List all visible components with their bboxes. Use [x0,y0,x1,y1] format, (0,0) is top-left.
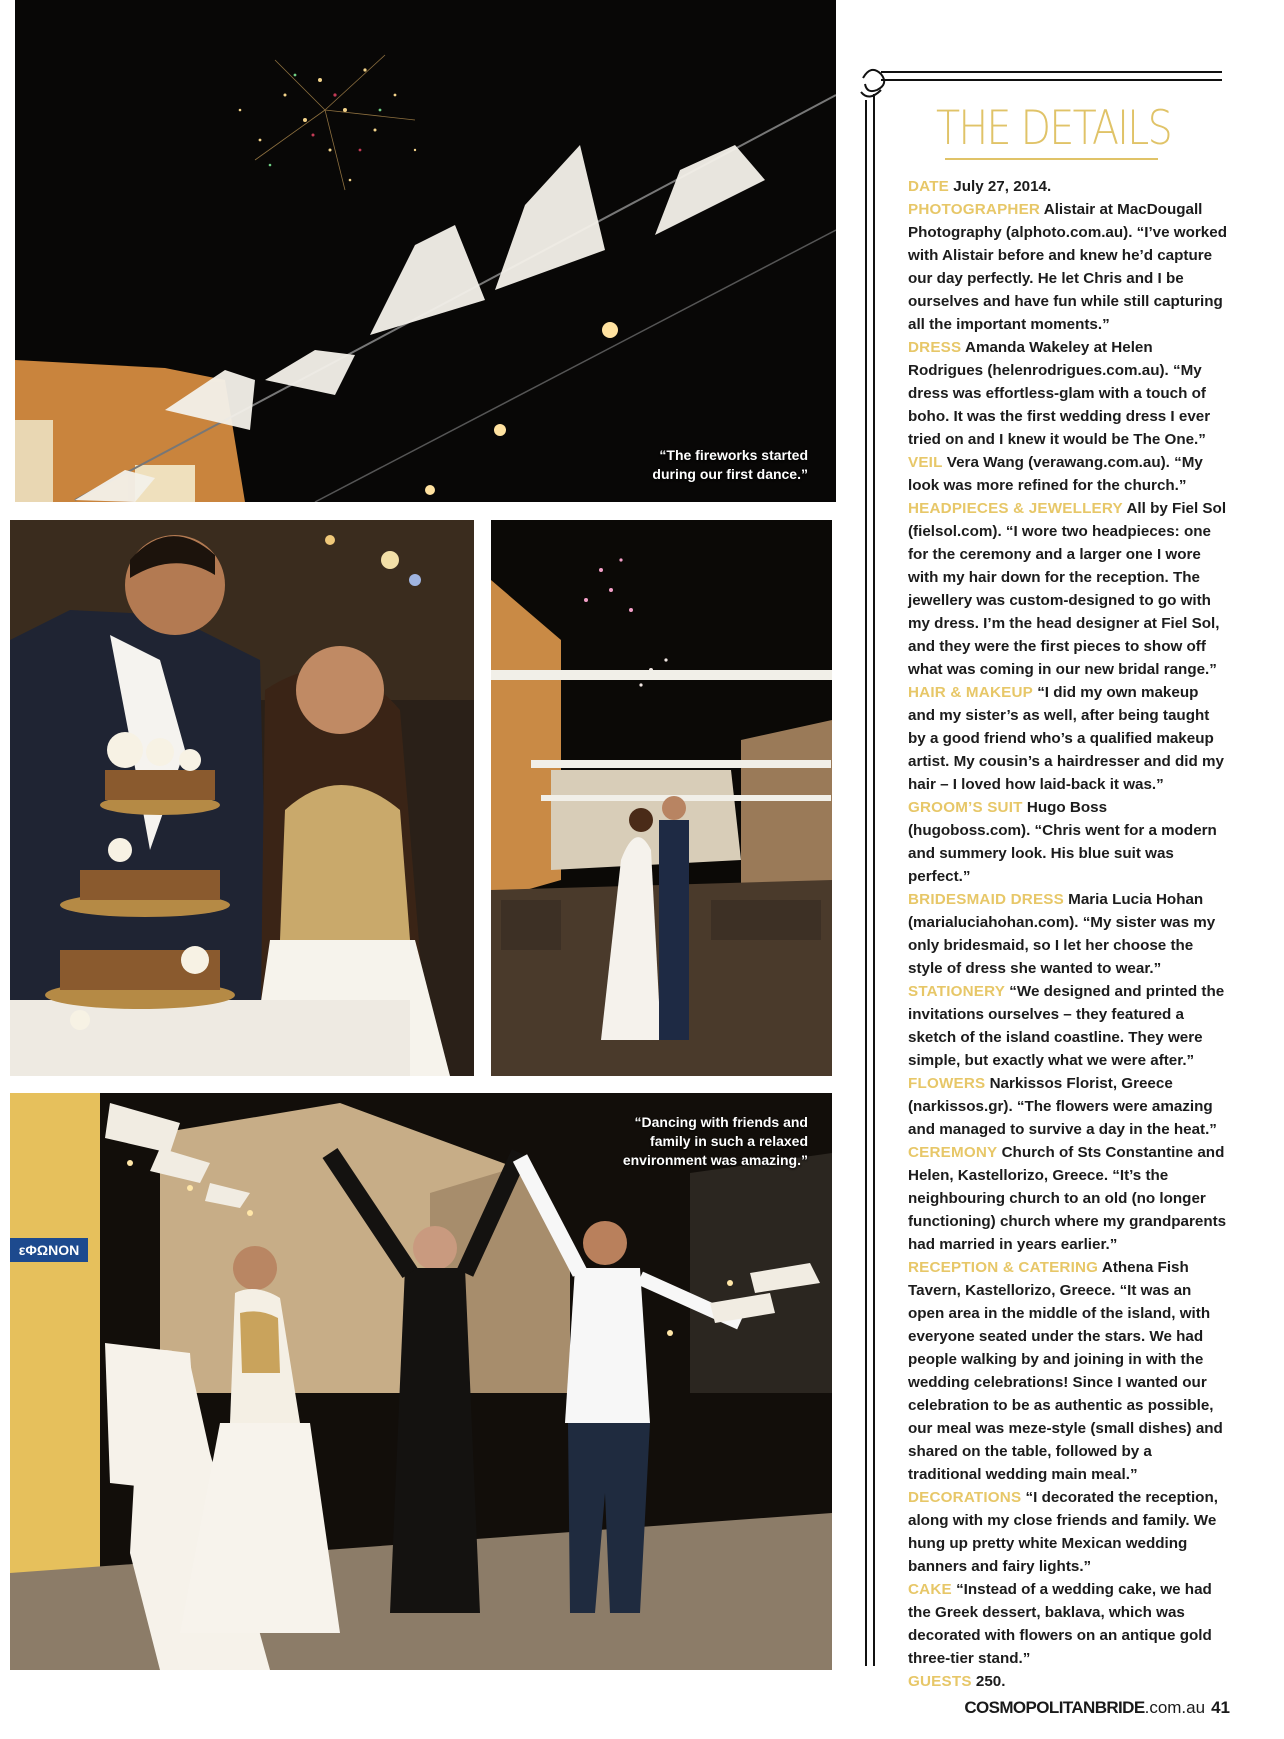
details-entry-photographer [908,198,1228,336]
dancing-caption-line-3: environment was amazing.” [622,1152,808,1168]
dancing-caption-line-2: family in such a relaxed [650,1133,808,1149]
details-value: 250. [975,1673,1006,1690]
page-number: 41 [1211,1698,1230,1717]
details-value: “We designed and printed the invitations ourselves – they featured a sketch of the island coastline. They were simple, but exactly what we were after.” [908,983,1225,1069]
dancing-caption [560,1113,808,1170]
details-label: FLOWERS [908,1075,986,1092]
details-value: Alistair at MacDougall Photography (alphoto.com.au). “I’ve worked with Alistair before and knew he’d capture our day perfectly. He let Chris and I be ourselves and have fun while still capturing all the important moments.” [908,201,1227,333]
footer-domain: .com.au [1144,1698,1206,1717]
details-entry-stationery [908,980,1228,1072]
details-label: HEADPIECES & JEWELLERY [908,500,1123,517]
details-value: Amanda Wakeley at Helen Rodrigues (helenrodrigues.com.au). “My dress was effortless-glam with a touch of boho. It was the first wedding dress I ever tried on and I knew it would be The One.” [908,339,1211,448]
details-label: CEREMONY [908,1144,998,1161]
details-label: BRIDESMAID DRESS [908,891,1064,908]
fireworks-caption [560,446,808,484]
fireworks-caption-line-1: “The fireworks started [659,447,808,463]
details-value: Athena Fish Tavern, Kastellorizo, Greece. “It was an open area in the middle of the island, with everyone seated under the stars. We had people walking by and joining in with the wedding celebrations! Since I wanted our celebration to be as authentic as possible, our meal was meze-style (small dishes) and shared on the table, followed by a traditional wedding main meal.” [908,1259,1223,1483]
first-dance-photo [491,520,832,1076]
title-underline [945,158,1158,160]
details-entry-guests [908,1670,1228,1693]
details-value: Church of Sts Constantine and Helen, Kastellorizo, Greece. “It’s the neighbouring church to an old (no longer functioning) church where my grandparents had married in years earlier.” [908,1144,1227,1253]
details-title: THE DETAILS [936,101,1171,156]
details-label: GROOM’S SUIT [908,799,1023,816]
details-value: “I did my own makeup and my sister’s as well, after being taught by a good friend who’s a qualified makeup artist. My cousin’s a hairdresser and did my hair – I loved how laid-back it was.” [908,684,1224,793]
footer-brand: COSMOPOLITANBRIDE [964,1698,1145,1717]
page-footer [964,1698,1230,1718]
details-label: DRESS [908,339,962,356]
details-entry-cake [908,1578,1228,1670]
details-entry-reception [908,1256,1228,1486]
details-label: RECEPTION & CATERING [908,1259,1099,1276]
dancing-caption-line-1: “Dancing with friends and [634,1114,808,1130]
details-value: July 27, 2014. [953,178,1052,195]
details-value: Hugo Boss (hugoboss.com). “Chris went for a modern and summery look. His blue suit was perfect.” [908,799,1217,885]
details-value: Narkissos Florist, Greece (narkissos.gr). “The flowers were amazing and managed to survive a day in the heat.” [908,1075,1217,1138]
details-entry-dress [908,336,1228,451]
details-value: Maria Lucia Hohan (marialuciahohan.com). “My sister was my only bridesmaid, so I let her choose the style of dress she wanted to wear.” [908,891,1216,977]
details-entry-date [908,175,1228,198]
scroll-ornament-icon [861,70,884,97]
details-value: Vera Wang (verawang.com.au). “My look was more refined for the church.” [908,454,1203,494]
shop-sign: εΦΩΝΟΝ [18,1242,80,1258]
details-entry-decorations [908,1486,1228,1578]
details-value: “Instead of a wedding cake, we had the Greek dessert, baklava, which was decorated with flowers on an antique gold three-tier stand.” [908,1581,1212,1667]
details-label: DECORATIONS [908,1489,1022,1506]
details-label: STATIONERY [908,983,1006,1000]
details-label: HAIR & MAKEUP [908,684,1033,701]
group-dancing-photo [10,1093,832,1670]
details-entry-flowers [908,1072,1228,1141]
details-label: PHOTOGRAPHER [908,201,1041,218]
details-list [908,175,1228,1693]
cake-cutting-photo [10,520,474,1076]
fireworks-photo [15,0,836,502]
details-entry-veil [908,451,1228,497]
details-label: VEIL [908,454,943,471]
details-entry-hair-makeup [908,681,1228,796]
details-value: “I decorated the reception, along with my close friends and family. We hung up pretty white Mexican wedding banners and fairy lights.” [908,1489,1218,1575]
details-value: All by Fiel Sol (fielsol.com). “I wore two headpieces: one for the ceremony and a larger one I wore with my hair down for the reception. The jewellery was custom-designed to go with my dress. I’m the head designer at Fiel Sol, and they were the first pieces to show off what was coming in our new bridal range.” [908,500,1227,678]
details-entry-grooms-suit [908,796,1228,888]
details-label: DATE [908,178,950,195]
details-entry-headpieces [908,497,1228,681]
details-label: GUESTS [908,1673,972,1690]
details-entry-ceremony [908,1141,1228,1256]
details-label: CAKE [908,1581,952,1598]
details-entry-bridesmaid-dress [908,888,1228,980]
fireworks-caption-line-2: during our first dance.” [652,466,808,482]
